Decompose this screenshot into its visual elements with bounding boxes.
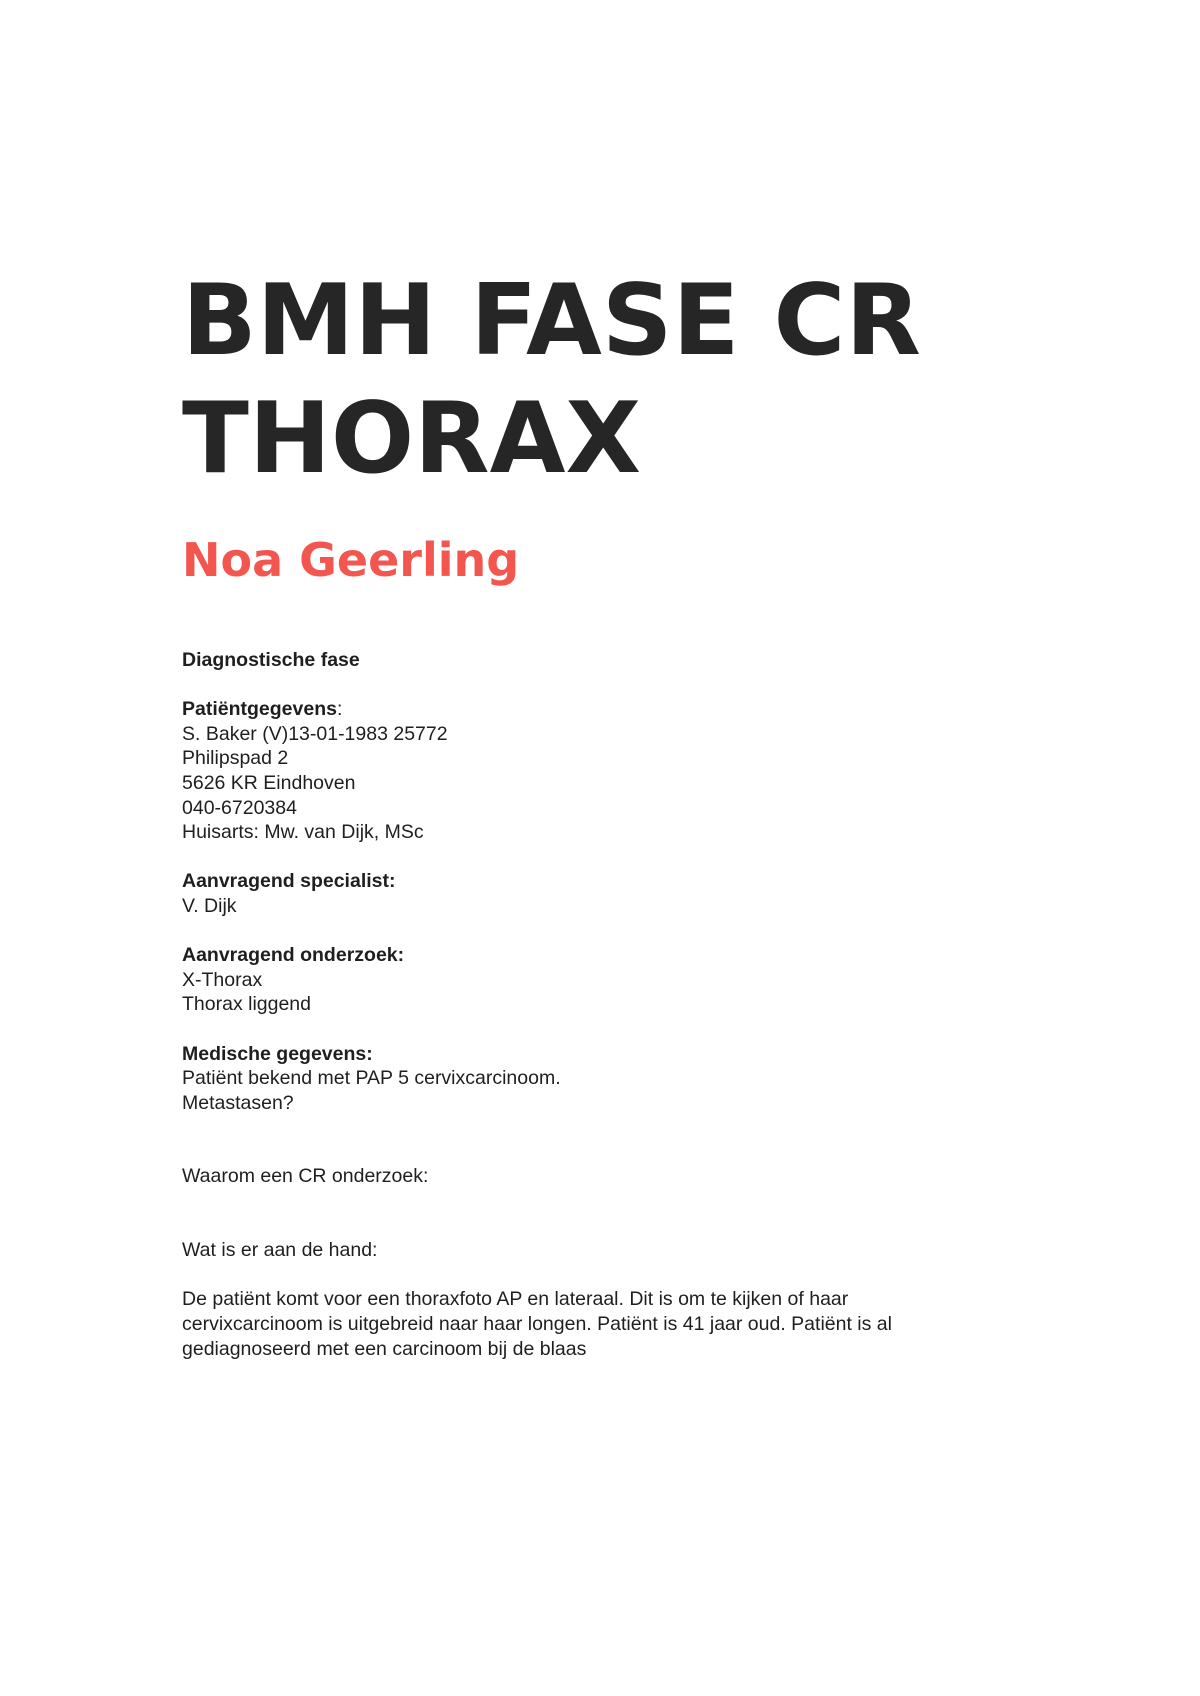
specialist-heading: Aanvragend specialist: <box>182 870 396 893</box>
spacer <box>182 1115 1022 1164</box>
examination-line: Thorax liggend <box>182 993 311 1016</box>
examination-line: X-Thorax <box>182 968 263 991</box>
medical-heading: Medische gegevens: <box>182 1042 373 1065</box>
patient-line: Philipspad 2 <box>182 747 289 770</box>
spacer <box>182 919 1022 944</box>
phase-heading: Diagnostische fase <box>182 649 360 671</box>
examination-heading: Aanvragend onderzoek: <box>182 944 405 967</box>
patient-heading: Patiëntgegevens <box>182 698 337 721</box>
medical-line: Patiënt bekend met PAP 5 cervixcarcinoom. <box>182 1067 561 1090</box>
spacer <box>182 845 1022 870</box>
title-line-1: BMH FASE CR <box>182 264 921 378</box>
spacer <box>182 1263 1022 1288</box>
document-body <box>182 648 1022 1361</box>
patient-line: S. Baker (V)13-01-1983 25772 <box>182 722 448 745</box>
patient-line: 5626 KR Eindhoven <box>182 771 356 794</box>
what-is-wrong-question: Wat is er aan de hand: <box>182 1239 378 1262</box>
spacer <box>182 673 1022 698</box>
spacer <box>182 1189 1022 1238</box>
specialist-line: V. Dijk <box>182 894 237 917</box>
patient-line: 040-6720384 <box>182 796 297 819</box>
medical-line: Metastasen? <box>182 1091 294 1114</box>
description-paragraph: De patiënt komt voor een thoraxfoto AP en lateraal. Dit is om te kijken of haar cervixcarcinoom is uitgebreid naar haar longen. Patiënt is 41 jaar oud. Patiënt is al gediagnoseerd met een carcinoom bij de blaas <box>182 1288 892 1360</box>
why-cr-question: Waarom een CR onderzoek: <box>182 1165 429 1188</box>
patient-heading-line <box>182 697 1022 722</box>
patient-heading-colon: : <box>336 698 343 721</box>
patient-line: Huisarts: Mw. van Dijk, MSc <box>182 821 424 844</box>
title-line-2: THORAX <box>182 382 642 496</box>
author-name: Noa Geerling <box>182 533 520 587</box>
document-title <box>182 262 1082 498</box>
spacer <box>182 1017 1022 1042</box>
